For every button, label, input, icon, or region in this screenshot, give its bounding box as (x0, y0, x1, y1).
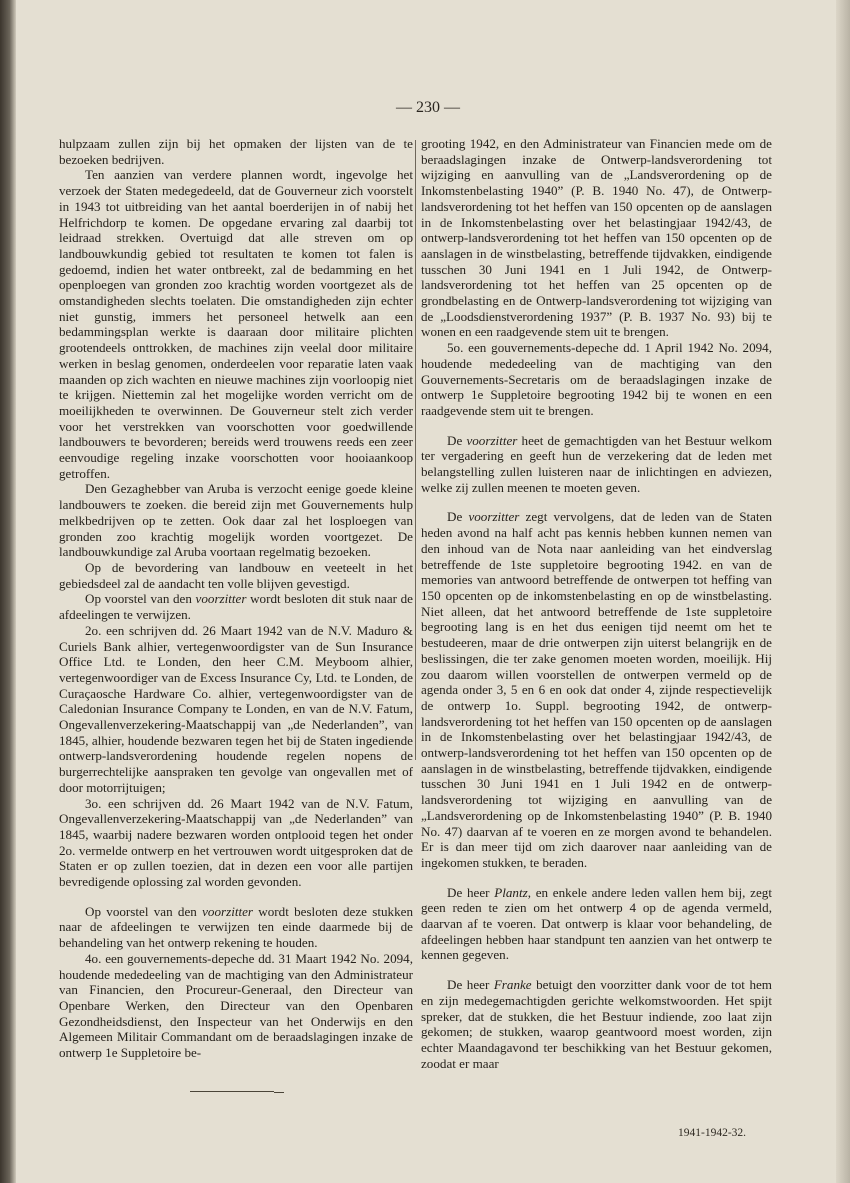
end-rule (190, 1091, 274, 1092)
paragraph (421, 136, 772, 340)
paragraph (59, 591, 413, 622)
paragraph-text: zegt vervolgens, dat de leden van de Staten heden avond na half acht pas kennis hebben kunnen nemen van den inhoud van de Nota naar aanleiding van het eindverslag betreffende de 1ste suppletoire begrooting 1942. en van de memories van antwoord betreffende de ontwerpen tot heffing van 150 opcenten op de inkomstenbelasting en op de winstbelasting. Niet alleen, dat het antwoord betreffende de 1ste suppletoire begrooting lang is en het dus eenigen tijd neemt om het te bestudeeren, maar de drie ontwerpen zijn uiterst belangrijk en de beslissingen, die ter zake genomen moeten worden, moeilijk. Hij zou daarom willen voorstellen de ontwerpen vermeld op de agenda onder 3, 5 en 6 en ook dat onder 4, zijnde respectievelijk de ontwerp 1o. Suppl. begrooting 1942, de ontwerp-landsverordening tot het heffen van 150 opcenten op de aanslagen in de Inkomstenbelasting over het belastingjaar 1942/43, de ontwerp-landsverordening tot het heffen van 150 opcenten op de aanslagen in de winstbelasting, betreffende tijdvakken, eindigende tusschen 30 Juni 1941 en 1 Juli 1942 en de ontwerp-landsverordening tot wijziging en aanvulling van de „Landsverordening op de Inkomstenbelasting 1940” (P. B. 1940 No. 47) daarvan af te voeren en ze morgen avond te behandelen. Er is dan meer tijd om zich daarover naar aanleiding van de ingekomen stukken, te beraden. (421, 509, 772, 870)
binding-edge (0, 0, 16, 1183)
paragraph-text: hulpzaam zullen zijn bij het opmaken der lijsten van de te bezoeken bedrijven. (59, 136, 413, 167)
paragraph (59, 951, 413, 1061)
end-rule-tail (274, 1092, 284, 1093)
column-divider (415, 140, 416, 760)
paragraph-text: De (447, 509, 469, 525)
page-edge (836, 0, 850, 1183)
paragraph-text: 3o. een schrijven dd. 26 Maart 1942 van de N.V. Fatum, Ongevallenverzekering-Maatschappij van „de Nederlanden” van 1845, waarbij nadere bezwaren worden ontplooid tegen het onder 2o. vermelde ontwerp en het vertrouwen wordt uitgesproken dat de Staten er op zullen toezien, dat in dezen een voor alle partijen bevredigende oplossing zal worden gevonden. (59, 795, 413, 890)
paragraph-text: 5o. een gouvernements-depeche dd. 1 April 1942 No. 2094, houdende mededeeling van de machtiging van den Gouvernements-Secretaris om de beraadslagingen inzake de ontwerp 1e Suppletoire begrooting 1942 bij te wonen en een raadgevende stem uit te brengen. (421, 340, 772, 418)
paragraph (59, 136, 413, 167)
paragraph (59, 481, 413, 560)
paragraph-text: 2o. een schrijven dd. 26 Maart 1942 van de N.V. Maduro & Curiels Bank alhier, vertegenwoordigster van de Sun Insurance Office Ltd. te Londen, den heer C.M. Meyboom alhier, vertegenwoordiger van de Excess Insurance Cy, Ltd. te Londen, de Curaçaosche Hardware Co. alhier, vertegenwoordigster van de Caledonian Insurance Company te Londen, en van de N.V. Fatum, Ongevallenverzekering-Maatschappij van „de Nederlanden”, van 1845, alhier, houdende bezwaren tegen het bij de Staten ingediende ontwerp-landsverordening houdende regelen nopens de burgerrechtelijke aanspraken ten gevolge van ongevallen met of door motorrijtuigen; (59, 622, 413, 795)
speaker-name: voorzitter (195, 591, 247, 607)
paragraph-text: wordt besloten deze stukken naar de afdeelingen te verwijzen ten einde daarmede bij de behandeling van het ontwerp rekening te houden. (59, 903, 413, 951)
paragraph (59, 167, 413, 481)
paragraph-text: heet de gemachtigden van het Bestuur welkom ter vergadering en geeft hun de verzekering dat de leden met belangstelling zullen luisteren naar de inlichtingen en adviezen, welke zij zullen meenen te moeten geven. (421, 432, 773, 495)
speaker-name: Plantz (494, 884, 528, 900)
speaker-name: voorzitter (468, 509, 520, 525)
paragraph-text: grooting 1942, en den Administrateur van Financien mede om de beraadslagingen inzake de Ontwerp-landsverordening tot wijziging en aanvulling van de „Landsverordening op de Inkomstenbelasting 1940” (P. B. 1940 No. 47), de Ontwerp-landsverordening tot het heffen van 150 opcenten op de aanslagen in de Inkomstenbelasting over het belastingjaar 1942/43, de ontwerp-landsverordening tot het heffen van 150 opcenten op de aanslagen in de winstbelasting, betreffende tijdvakken, eindigende tusschen 30 Juni 1941 en 1 Juli 1942, de Ontwerp-landsverordening tot het heffen van 25 opcenten op de grondbelasting en de Ontwerp-landsverordening tot wijziging van de „Loodsdienstverordening 1937” (P. B. 1937 No. 93) bij te wonen en een raadgevende stem uit te brengen. (421, 136, 772, 340)
paragraph-text: Ten aanzien van verdere plannen wordt, ingevolge het verzoek der Staten medegedeeld, dat de Gouverneur zich voorstelt in 1943 tot uitbreiding van het aantal boerderijen in of nabij het Helfrichdorp te komen. De opgedane ervaring zal daarbij tot leidraad strekken. Overtuigd dat alle streven om op landbouwkundig gebied tot resultaten te komen tot falen is gedoemd, indien het water ontbreekt, zal de bedamming en het openploegen van gronden zoo krachtig worden voortgezet als de omstandigheden slechts toelaten. Die omstandigheden zijn echter niet gunstig, immers het personeel hetwelk aan een bedammingsplan werkte is daaraan door militaire plichten grootendeels onttrokken, de machines zijn veelal door militaire werken in beslag genomen, onderdeelen voor reparatie laten vaak maanden op zich wachten en nieuwe machines zijn voorloopig niet te krijgen. Niettemin zal het mogelijke worden verricht om de moeilijkheden te overwinnen. De Gouverneur stelt zich verder voor het verstrekken van voorschotten voor goedwillende landbouwers te bevorderen; bereids werd trouwens reeds een zeer eenvoudige regeling inzake voorschotten voor hooiaankoop getroffen. (59, 167, 413, 481)
footer-code: 1941-1942-32. (678, 1127, 747, 1139)
paragraph (421, 433, 772, 496)
paragraph (59, 623, 413, 796)
page-number: — 230 — (396, 99, 460, 116)
paragraph (421, 340, 772, 419)
paragraph-text: , en enkele andere leden vallen hem bij, zegt geen reden te zien om het ontwerp 4 op de agenda vermeld, daarvan af te voeren. Dat ontwerp is klaar voor behandeling, de afdeelingen hebben haar standpunt ten aanzien van het ontwerp te kennen gegeven. (421, 884, 772, 963)
left-column (59, 136, 413, 1061)
speaker-name: voorzitter (202, 903, 254, 919)
paragraph-text: De (447, 432, 467, 448)
paragraph-text: Op de bevordering van landbouw en veeteelt in het gebiedsdeel zal de aandacht ten volle blijven gevestigd. (59, 559, 413, 591)
paragraph-text: 4o. een gouvernements-depeche dd. 31 Maart 1942 No. 2094, houdende mededeeling van de machtiging van den Administrateur van Financien, den Procureur-Generaal, den Directeur van Openbare Werken, den Directeur van den Openbaren Gezondheidsdienst, den Inspecteur van het Onderwijs en den Algemeen Militair Commandant om de beraadslagingen inzake de ontwerp 1e Suppletoire be- (59, 950, 413, 1061)
paragraph (59, 796, 413, 890)
paragraph-text: Den Gezaghebber van Aruba is verzocht eenige goede kleine landbouwers te zoeken. die bereid zijn met Gouvernements hulp melkbedrijven op te zetten. Ook daar zal het losploegen van gronden zoo krachtig mogelijk worden voortgezet. De landbouwkundige zal Aruba voortaan regelmatig bezoeken. (59, 481, 413, 560)
paragraph-text: De heer (447, 884, 495, 900)
speaker-name: voorzitter (466, 432, 518, 448)
paragraph (421, 977, 772, 1071)
paragraph (59, 560, 413, 591)
paragraph (59, 904, 413, 951)
right-column (421, 136, 772, 1071)
paragraph-text: Op voorstel van den (85, 591, 196, 607)
speaker-name: Franke (493, 977, 532, 993)
paragraph-text: De heer (447, 977, 494, 993)
paragraph-text: betuigt den voorzitter dank voor de tot hem en zijn medegemachtigden gerichte welkomstwoorden. Het spijt spreker, dat de stukken, die het Bestuur indiende, zoo laat zijn gekomen; de stukken, waarop geantwoord moest worden, zijn echter Maandagavond ter beschikking van het Bestuur gekomen, zoodat er maar (421, 977, 772, 1071)
paragraph (421, 885, 772, 964)
paragraph (421, 509, 772, 870)
paragraph-text: Op voorstel van den (85, 903, 203, 919)
paragraph-text: wordt besloten dit stuk naar de afdeelingen te verwijzen. (59, 591, 413, 623)
